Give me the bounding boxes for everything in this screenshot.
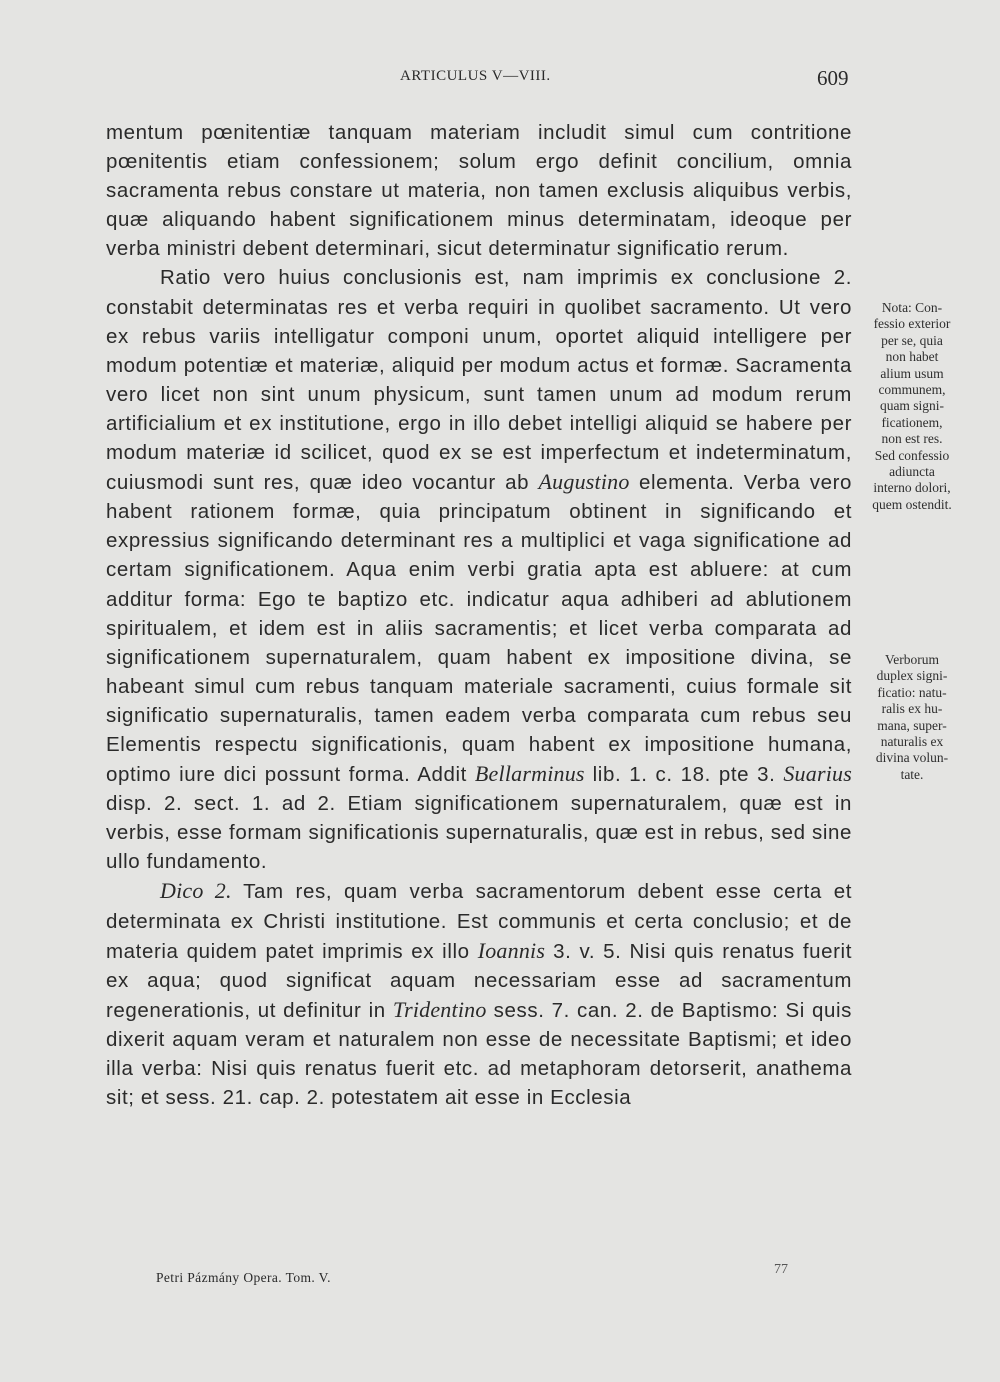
printer-signature-mark: 77 [774, 1262, 788, 1277]
note-line: ficationem, [881, 414, 943, 430]
note-line: interno dolori, [873, 480, 951, 496]
paragraph-3-text-f: sess. 7. can. 2. de Baptismo: Si quis dixerit aquam veram et naturalem non esse de necessitate Baptismi; et ideo illa verba: Nisi quis renatus fuerit etc. ad metaphoram detorserit, anathema sit; et sess. 21. cap. 2. potestatem ait esse in Ecclesia [106, 998, 852, 1110]
ref-tridentino: Tridentino [392, 996, 487, 1022]
note-line: Sed confessio [874, 447, 950, 463]
note-line: fessio exterior [873, 316, 951, 332]
note-line: naturalis ex [880, 734, 944, 750]
note-line: tate. [900, 766, 924, 782]
note-line: divina volun- [875, 750, 949, 766]
footer-signature-line: Petri Pázmány Opera. Tom. V. [156, 1270, 331, 1285]
margin-note-confessio [857, 300, 967, 513]
author-bellarminus: Bellarminus [474, 761, 585, 787]
ref-ioannis: Ioannis [477, 937, 546, 963]
note-line: mana, super- [877, 717, 947, 733]
note-line: quem ostendit. [872, 496, 952, 512]
note-line: per se, quia [881, 332, 943, 348]
note-line: adiuncta [889, 464, 935, 480]
note-line: quam signi- [879, 398, 945, 414]
paragraph-3-text-b: Tam res, quam verba sacramentorum debent esse certa et determinata ex Christi institutione. Est communis et certa conclusio; et de materia quidem patet imprimis ex illo [106, 880, 853, 963]
dico-label: Dico 2. [160, 878, 232, 904]
running-head: ARTICULUS V—VIII. [400, 68, 551, 84]
note-line: Nota: Con- [881, 300, 943, 315]
note-line: Verborum [885, 652, 939, 667]
page-number: 609 [817, 66, 849, 90]
note-line: ficatio: natu- [877, 684, 947, 700]
note-line: non est res. [881, 431, 943, 447]
paragraph-2-text-g: disp. 2. sect. 1. ad 2. Etiam significationem supernaturalem, quæ est in verbis, esse formam significationis supernaturalis, quæ est in rebus, sed sine ullo fundamento. [106, 792, 852, 874]
page-header [0, 68, 1000, 92]
author-augustinus: Augustino [538, 469, 630, 495]
paragraph-2-text-a: Ratio vero huius conclusionis est, nam imprimis ex conclusione 2. constabit determinatas res et verba requiri in quolibet sacramento. Ut vero ex rebus variis intelligatur componi unum, oportet aliquid intelligere per modum potentiæ et materiæ, aliquid per modum actus et formæ. Sacramenta vero licet non sint unum physicum, sunt tamen unum ad modum rerum artificialium et ex institutione, ergo in illo debet intelligi aliquid se habere per modum materiæ id scilicet, quod ex se est imperfectum et indeterminatum, cuiusmodi sunt res, quæ ideo vocantur ab [106, 266, 852, 495]
paragraph-3 [106, 876, 852, 1112]
paragraph-2 [106, 263, 852, 876]
paragraph-1: mentum pœnitentiæ tanquam materiam includit simul cum contritione pœnitentis etiam confessionem; solum ergo definit concilium, omnia sacramenta rebus constare ut materia, non tamen exclusis aliquibus verbis, quæ aliquando habent significationem minus determinatam, ideoque per verba ministri debent determinari, sicut determinatur significatio rerum. [106, 121, 852, 261]
paragraph-3-text-d: 3. v. 5. Nisi quis renatus fuerit ex aqua; quod significat aquam necessariam esse ad sacramentum regenerationis, ut definitur in [106, 939, 853, 1022]
paragraph-2-text-c: elementa. Verba vero habent rationem formæ, quia principatum obtinent in significando et expressius significando determinant res a multiplici et vaga significatione ad certam significationem. Aqua enim verbi gratia apta est abluere: at cum additur forma: Ego te baptizo etc. indicatur aqua adhiberi ad ablutionem spiritualem, et idem est in aliis sacramentis; et licet verba comparata ad significationem supernaturalem, quam habent ex impositione divina, se habeant simul cum rebus tanquam materiale sacramenti, cuius formale sit significatio supernaturalis, tamen eadem verba comparata cum rebus seu Elementis respectu significationis, quam habent ex impositione humana, optimo iure dici possunt forma. Addit [106, 471, 852, 787]
main-text [106, 118, 852, 1112]
note-line: duplex signi- [876, 668, 948, 684]
note-line: communem, [878, 382, 946, 398]
author-suarius: Suarius [783, 761, 852, 787]
paragraph-2-text-e: lib. 1. c. 18. pte 3. [584, 763, 784, 787]
note-line: non habet [885, 349, 939, 365]
note-line: ralis ex hu- [881, 701, 943, 717]
margin-note-verborum [857, 652, 967, 783]
note-line: alium usum [880, 365, 944, 381]
